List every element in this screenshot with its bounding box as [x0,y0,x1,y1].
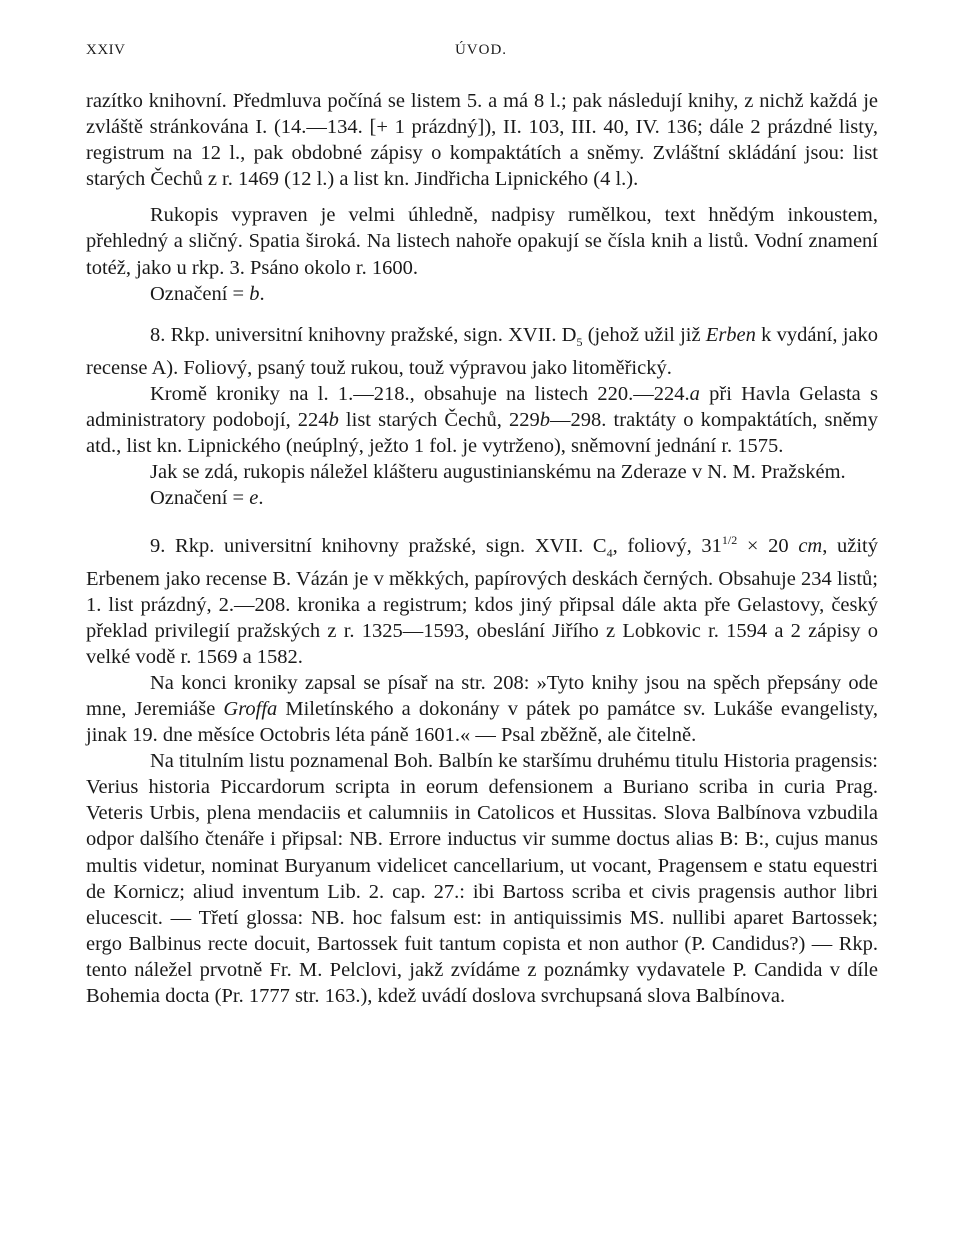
text-run: × 20 [737,534,799,557]
paragraph-manuscript-8 [86,322,878,381]
text-run: 8. Rkp. universitní knihovny pražské, sign. XVII. D [150,323,577,346]
paragraph-provenance [86,459,878,485]
text-run: (jehož užil již [582,323,706,346]
paragraph-manuscript-contents [86,88,878,192]
text-run: , foliový, 31 [612,534,722,557]
text-run: razítko knihovní. Předmluva počíná se listem 5. a má 8 l.; pak následují knihy, z nichž každá je zvláště stránkována I. (14.—134. [+ 1 prázdný]), II. 103, III. 40, IV. 136; dále 2 prázdné listy, registrum na 12 l., pak obdobné zápisy o kompaktátích a sněmy. Zvláštní skládání jsou: list starých Čechů z r. 1469 (12 l.) a list kn. Jindřicha Lipnického (4 l.). [86,90,878,191]
page-header [86,42,876,62]
text-run: Na konci kroniky zapsal se písař na str. 208: »Tyto knihy jsou na spěch přepsány ode mne, Jeremiáše [86,671,878,720]
designation-label: Označení = [150,282,250,305]
author-name: Erben [705,323,756,346]
body-text [86,88,878,1009]
text-run: 9. Rkp. universitní knihovny pražské, sign. XVII. C [150,534,607,557]
text-run: při Havla Gelasta s administratory podobojí, 224 [86,383,878,432]
text-run: Na titulním listu poznamenal Boh. Balbín ke staršímu druhému titulu Historia pragensis: Verius historia Piccardorum scripta in eorum defensionem a Buriano scriba in curia Prag. Veteris Urbis, plena mendaciis et calumniis in Catolicos et Hussitas. Slova Balbínova vzbudila odpor dalšího čtenáře i připsal: NB. Errore inductus vir summe doctus alias B: B:, cujus manus multis videtur, nominat Buryanum videlicet cancellarium, ut vocant, Pragensem e statu equestri de Kornicz; aliud inventum Lib. 2. cap. 27.: ibi Bartoss scriba et civis pragensis author libri elucescit. — Třetí glossa: NB. hoc falsum est: in antiquissimis MS. nullibi aparet Bartossek; ergo Balbinus recte docuit, Bartossek fuit tantum copista et non author (P. Candidus?) — Rkp. tento náležel prvotně Fr. M. Pelclovi, jakž zvídáme z poznámky vydavatele P. Candida v díle Bohemia docta (Pr. 1777 str. 163.), kdež uvádí doslova svrchupsaná slova Balbínova. [86,750,878,1008]
scribe-name: Groffa [223,697,278,720]
text-run: Rukopis vypraven je velmi úhledně, nadpisy rumělkou, text hnědým inkoustem, přehledný a sličný. Spatia široká. Na listech nahoře opakují se čísla knih a listů. Vodní znamení totéž, jako u rkp. 3. Psáno okolo r. 1600. [86,204,878,279]
text-run: Jak se zdá, rukopis náležel klášteru augustinianskému na Zderaze v N. M. Pražském. [150,461,846,484]
designation-value: e [249,487,259,510]
unit: cm [798,534,823,557]
folio-side: a [689,383,700,406]
fraction: 1/2 [721,532,738,547]
folio-side: b [328,409,339,432]
text-run: Kromě kroniky na l. 1.—218., obsahuje na listech 220.—224. [150,383,690,406]
text-run: , užitý Erbenem jako recense B. Vázán je v měkkých, papírových deskách černých. Obsahuje 234 listů; 1. list prázdný, 2.—208. kronika a registrum; kdos jiný připsal dále akta pře Gelastovy, český překlad privilegií pražských z r. 1325—1593, obeslání Jiřího z Lobkovic r. 1594 a 2 zápisy o velké vodě r. 1569 a 1582. [86,534,879,668]
designation-value: b [249,282,260,305]
running-title: ÚVOD. [454,42,508,58]
designation-line-b [86,281,878,307]
signature-subscript: 5 [576,334,583,349]
text-run: —298. traktáty o kompaktátích, sněmy atd., list kn. Lipnického (neúplný, ježto 1 fol. je vytrženo), sněmovní jednání r. 1575. [86,409,878,458]
designation-label: Označení = [150,487,250,510]
designation-line-e [86,485,878,511]
text-run: Miletínského a dokonány v pátek po památce sv. Lukáše evangelisty, jinak 19. dne měsíce Octobris léta páně 1601.« — Psal zběžně, ale čitelně. [86,697,878,747]
page-number: XXIV [86,42,126,58]
paragraph-scribe-note [86,670,878,748]
text-run: k vydání, jako recense A). Foliový, psaný touž rukou, touž výpravou jako litoměřický. [86,323,878,379]
paragraph-balbin-note [86,748,878,1009]
text-run: list starých Čechů, 229 [338,409,540,432]
text-run: . [259,282,265,305]
paragraph-manuscript-9 [86,527,878,670]
paragraph-manuscript-8-contents [86,381,878,459]
text-run: . [258,487,264,510]
folio-side: b [539,409,551,432]
paragraph-manuscript-description [86,202,878,280]
signature-subscript: 4 [606,545,613,560]
